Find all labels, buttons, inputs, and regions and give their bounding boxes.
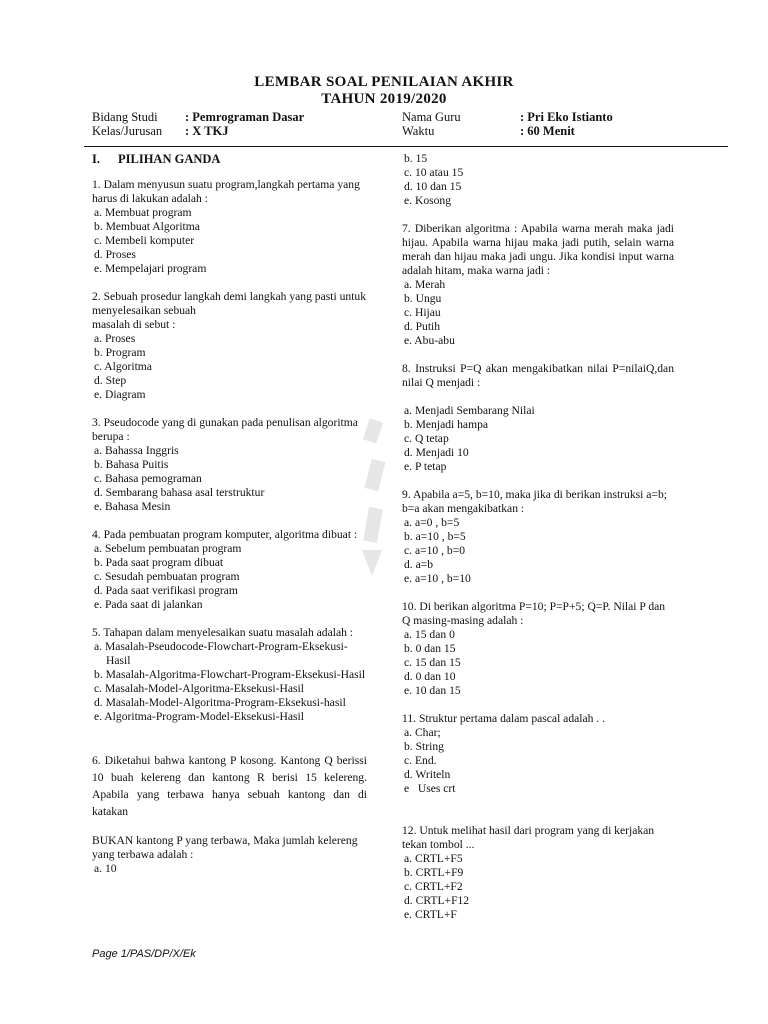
- option-c: c. Bahasa pemograman: [94, 472, 202, 485]
- question-text: 7. Diberikan algoritma : Apabila warna merah maka jadi hijau. Apabila warna hijau maka jadi putih, selain warna merah dan hijau maka jadi ungu. Jika kondisi input warna adalah hitam, maka warna jadi :: [402, 222, 674, 277]
- option-d: d. 10 dan 15: [404, 180, 462, 193]
- option-a: a. 10: [94, 862, 117, 875]
- meta-value-time: : 60 Menit: [520, 124, 575, 138]
- option-c: c. Membeli komputer: [94, 234, 195, 247]
- option-a: a. Merah: [404, 278, 446, 291]
- option-b: b. Pada saat program dibuat: [94, 556, 224, 569]
- option-e: e. Kosong: [404, 194, 452, 207]
- page-title: LEMBAR SOAL PENILAIAN AKHIR: [254, 74, 514, 90]
- option-c: c. End.: [404, 754, 437, 767]
- section-heading: I. PILIHAN GANDA: [92, 152, 221, 166]
- option-e: e. a=10 , b=10: [404, 572, 471, 585]
- option-b: b. String: [404, 740, 444, 753]
- question-text: 11. Struktur pertama dalam pascal adalah . .: [402, 712, 606, 725]
- question-text: 10. Di berikan algoritma P=10; P=P+5; Q=P. Nilai P dan Q masing-masing adalah :: [402, 600, 666, 627]
- option-e: e. Mempelajari program: [94, 262, 207, 275]
- meta-value-subject: : Pemrograman Dasar: [185, 110, 305, 124]
- question-9: [402, 488, 674, 586]
- question-1: [92, 178, 367, 276]
- option-d: d. Step: [94, 374, 127, 387]
- question-text: 1. Dalam menyusun suatu program,langkah pertama yang harus di lakukan adalah :: [92, 178, 360, 205]
- page-subtitle: TAHUN 2019/2020: [321, 91, 447, 107]
- option-c: c. 10 atau 15: [404, 166, 464, 179]
- question-6: [92, 752, 367, 876]
- question-12: [402, 824, 674, 922]
- option-c: c. Hijau: [404, 306, 441, 319]
- option-b: b. CRTL+F9: [404, 866, 464, 879]
- option-b: b. a=10 , b=5: [404, 530, 466, 543]
- question-7: [402, 222, 674, 348]
- option-c: c. CRTL+F2: [404, 880, 463, 893]
- option-e: e Uses crt: [404, 782, 456, 795]
- option-e: e. 10 dan 15: [404, 684, 461, 697]
- option-e: e. Pada saat di jalankan: [94, 598, 203, 611]
- right-column: [402, 152, 674, 922]
- meta-value-class: : X TKJ: [185, 124, 229, 138]
- option-a: a. Menjadi Sembarang Nilai: [404, 404, 535, 417]
- question-text: 4. Pada pembuatan program komputer, algoritma dibuat :: [92, 528, 358, 541]
- left-column: [92, 152, 367, 876]
- option-d: d. a=b: [404, 558, 434, 571]
- option-a: a. a=0 , b=5: [404, 516, 460, 529]
- option-b: b. Masalah-Algoritma-Flowchart-Program-Eksekusi-Hasil: [94, 668, 366, 681]
- header-divider: [84, 146, 728, 147]
- meta-label-teacher: Nama Guru: [402, 110, 461, 124]
- meta-label-class: Kelas/Jurusan: [92, 124, 163, 138]
- option-a: a. Char;: [404, 726, 441, 739]
- option-e: e. Algoritma-Program-Model-Eksekusi-Hasil: [94, 710, 304, 723]
- option-c: c. Sesudah pembuatan program: [94, 570, 240, 583]
- option-c: c. Algoritma: [94, 360, 152, 373]
- option-b: b. 15: [404, 152, 428, 165]
- option-b: b. Bahasa Puitis: [94, 458, 169, 471]
- option-d: d. Menjadi 10: [404, 446, 469, 459]
- question-text: 3. Pseudocode yang di gunakan pada penulisan algoritma berupa :: [92, 416, 358, 443]
- option-a: a. Sebelum pembuatan program: [94, 542, 242, 555]
- option-c: c. 15 dan 15: [404, 656, 461, 669]
- option-d: d. Putih: [404, 320, 441, 333]
- option-d: d. Pada saat verifikasi program: [94, 584, 238, 597]
- question-text: 8. Instruksi P=Q akan mengakibatkan nilai P=nilaiQ,dan nilai Q menjadi :: [402, 362, 674, 389]
- option-d: d. Proses: [94, 248, 136, 261]
- question-text: 2. Sebuah prosedur langkah demi langkah yang pasti untuk menyelesaikan sebuah: [92, 290, 367, 317]
- option-e: e. P tetap: [404, 460, 447, 473]
- option-d: d. Sembarang bahasa asal terstruktur: [94, 486, 265, 499]
- option-b: b. 0 dan 15: [404, 642, 456, 655]
- question-text: 9. Apabila a=5, b=10, maka jika di berikan instruksi a=b; b=a akan mengakibatkan :: [402, 488, 667, 515]
- option-b: b. Membuat Algoritma: [94, 220, 200, 233]
- question-8: [402, 362, 674, 474]
- option-e: e. Diagram: [94, 388, 146, 401]
- option-a: a. Masalah-Pseudocode-Flowchart-Program-Eksekusi-Hasil: [94, 640, 348, 667]
- option-a: a. Proses: [94, 332, 136, 345]
- question-5: [92, 626, 367, 724]
- option-c: c. Q tetap: [404, 432, 449, 445]
- option-d: d. Masalah-Model-Algoritma-Program-Eksekusi-hasil: [94, 696, 346, 709]
- option-a: a. Bahassa Inggris: [94, 444, 179, 457]
- option-c: c. a=10 , b=0: [404, 544, 466, 557]
- meta-label-time: Waktu: [402, 124, 435, 138]
- option-b: b. Program: [94, 346, 146, 359]
- question-10: [402, 600, 674, 698]
- question-11: [402, 712, 674, 796]
- option-a: a. 15 dan 0: [404, 628, 455, 641]
- option-c: c. Masalah-Model-Algoritma-Eksekusi-Hasil: [94, 682, 304, 695]
- option-a: a. CRTL+F5: [404, 852, 463, 865]
- question-text-cont: masalah di sebut :: [92, 318, 176, 331]
- question-text-cont: BUKAN kantong P yang terbawa, Maka jumlah kelereng yang terbawa adalah :: [92, 834, 358, 861]
- option-e: e. Bahasa Mesin: [94, 500, 171, 513]
- option-d: d. Writeln: [404, 768, 451, 781]
- question-text: 5. Tahapan dalam menyelesaikan suatu masalah adalah :: [92, 626, 354, 639]
- meta-value-teacher: : Pri Eko Istianto: [520, 110, 613, 124]
- question-text: 6. Diketahui bahwa kantong P kosong. Kantong Q berissi 10 buah kelereng dan kantong R berisi 15 kelereng. Apabila yang terbawa hanya sebuah kantong dan di katakan: [92, 754, 367, 818]
- option-b: b. Ungu: [404, 292, 442, 305]
- question-2: [92, 290, 367, 402]
- question-6-continued: [402, 152, 674, 208]
- question-3: [92, 416, 367, 514]
- question-4: [92, 528, 367, 612]
- option-d: d. CRTL+F12: [404, 894, 470, 907]
- option-e: e. Abu-abu: [404, 334, 455, 347]
- option-e: e. CRTL+F: [404, 908, 457, 921]
- option-a: a. Membuat program: [94, 206, 192, 219]
- meta-label-subject: Bidang Studi: [92, 110, 158, 124]
- question-text: 12. Untuk melihat hasil dari program yang di kerjakan tekan tombol ...: [402, 824, 655, 851]
- option-b: b. Menjadi hampa: [404, 418, 489, 431]
- page-footer: Page 1/PAS/DP/X/Ek: [92, 948, 196, 960]
- option-d: d. 0 dan 10: [404, 670, 456, 683]
